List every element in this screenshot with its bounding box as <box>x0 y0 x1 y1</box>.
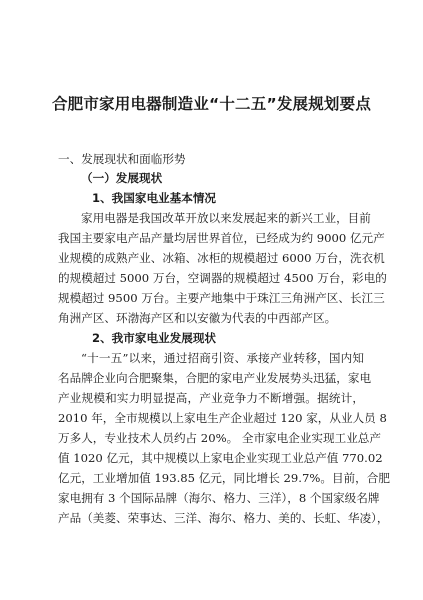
paragraph-line: “十一五”以来，通过招商引资、承接产业转移，国内知 <box>81 351 364 365</box>
paragraph-line: 角洲产区、环渤海产区和以安徽为代表的中西部产区。 <box>58 311 337 325</box>
paragraph-line: 名品牌企业向合肥聚集，合肥的家电产业发展势头迅猛，家电 <box>58 371 372 385</box>
paragraph-line: 2010 年，全市规模以上家电生产企业超过 120 家，从业人员 8 <box>58 411 387 425</box>
item-heading: 2、我市家电业发展现状 <box>92 331 217 345</box>
subsection-heading: （一）发展现状 <box>81 171 163 185</box>
paragraph-line: 规模超过 9500 万台。主要产地集中于珠江三角洲产区、长江三 <box>58 291 385 305</box>
paragraph-line: 亿元，工业增加值 193.85 亿元，同比增长 29.7%。目前，合肥 <box>58 471 390 485</box>
paragraph-line: 值 1020 亿元，其中规模以上家电企业实现工业总产值 770.02 <box>58 451 383 465</box>
paragraph-line: 产业规模和实力明显提高，产业竞争力不断增强。据统计， <box>58 391 364 405</box>
document-title: 合肥市家用电器制造业“十二五”发展规划要点 <box>51 95 372 113</box>
paragraph-line: 家电拥有 3 个国际品牌（海尔、格力、三洋），8 个国家级名牌 <box>58 491 380 505</box>
paragraph-line: 产品（美菱、荣事达、三洋、海尔、格力、美的、长虹、华凌）， <box>58 511 389 525</box>
paragraph-line: 家用电器是我国改革开放以来发展起来的新兴工业，目前 <box>81 211 371 225</box>
paragraph-line: 我国主要家电产品产量均居世界首位，已经成为约 9000 亿元产 <box>58 231 385 245</box>
paragraph-line: 业规模的成熟产业、冰箱、冰柜的规模超过 6000 万台，洗衣机 <box>58 251 385 265</box>
paragraph-line: 的规模超过 5000 万台，空调器的规模超过 4500 万台，彩电的 <box>58 271 387 285</box>
item-heading: 1、我国家电业基本情况 <box>92 191 217 205</box>
paragraph-line: 万多人，专业技术人员约占 20%。 全市家电企业实现工业总产 <box>58 431 381 445</box>
section-heading: 一、发展现状和面临形势 <box>58 152 186 166</box>
